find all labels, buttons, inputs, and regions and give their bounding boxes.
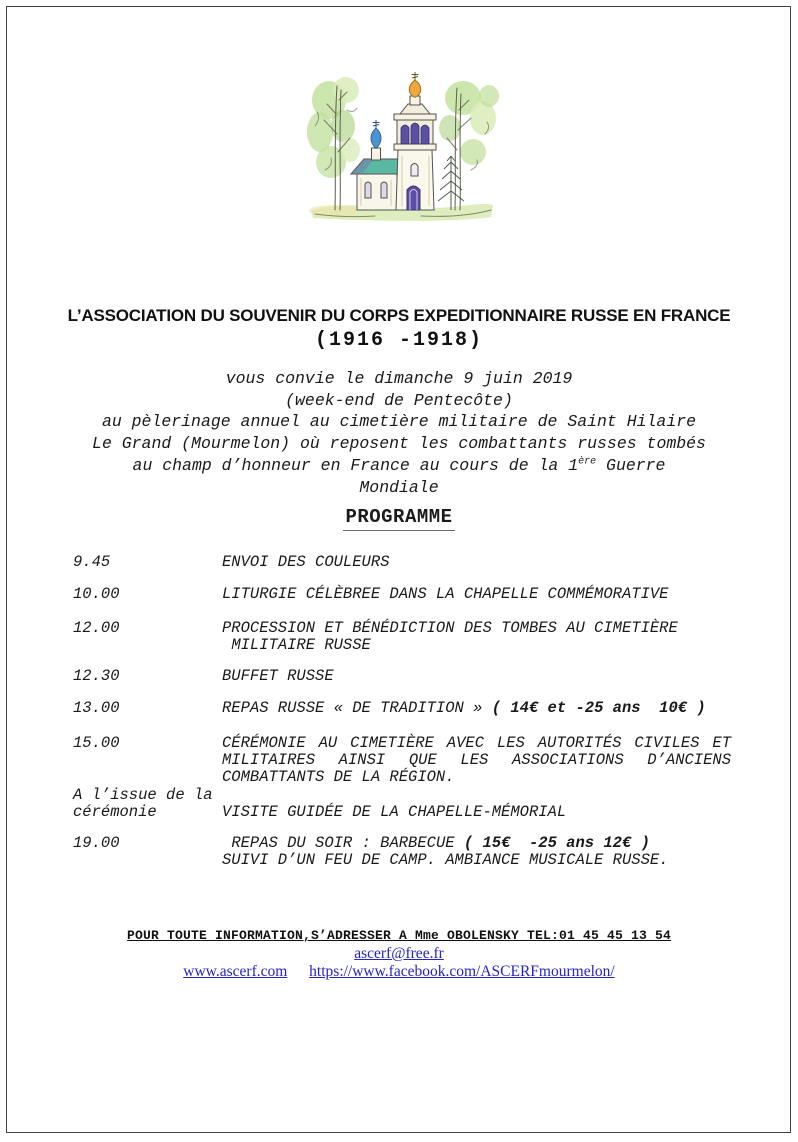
- onion-dome-blue: [371, 120, 381, 160]
- onion-dome-orange: [409, 72, 421, 98]
- church-illustration: [301, 70, 501, 228]
- row-desc-line-1: REPAS DU SOIR : BARBECUE ( 15€ -25 ans 12€ ): [222, 834, 650, 852]
- row-desc-line-2: SUIVI D’UN FEU DE CAMP. AMBIANCE MUSICALE RUSSE.: [222, 851, 669, 869]
- program-row-1230: [73, 668, 731, 685]
- row-time: 9.45: [73, 553, 111, 571]
- belfry-arches: [401, 123, 429, 144]
- price-detail: ( 15€ -25 ans 12€ ): [463, 834, 650, 852]
- intro-line-5: au champ d’honneur en France au cours de la 1ère Guerre: [132, 455, 666, 475]
- intro-line-4: Le Grand (Mourmelon) où reposent les combattants russes tombés: [92, 434, 706, 454]
- superscript-ere: ère: [578, 456, 597, 468]
- program-row-issue-ceremonie: [73, 787, 731, 821]
- email-row: [0, 945, 798, 962]
- program-row-1500: [73, 735, 731, 786]
- footer-contact: [0, 928, 798, 980]
- row-desc: ENVOI DES COULEURS: [222, 553, 390, 571]
- right-tree: [439, 81, 499, 210]
- row-time: 15.00: [73, 734, 120, 752]
- intro-line-1: vous convie le dimanche 9 juin 2019: [225, 369, 573, 388]
- row-desc: LITURGIE CÉLÈBREE DANS LA CHAPELLE COMMÉMORATIVE: [222, 585, 669, 603]
- title-years: (1916 -1918): [314, 329, 484, 352]
- row-desc-line-3: COMBATTANTS DE LA RÉGION.: [222, 768, 455, 786]
- row-time: 10.00: [73, 585, 120, 603]
- program-row-1000: [73, 586, 731, 603]
- row-time: 19.00: [73, 834, 120, 852]
- row-desc: REPAS RUSSE « DE TRADITION » ( 14€ et -25 ans 10€ ): [222, 699, 706, 717]
- title-association: L’ASSOCIATION DU SOUVENIR DU CORPS EXPEDITIONNAIRE RUSSE EN FRANCE: [67, 306, 731, 325]
- intro-line-3: au pèlerinage annuel au cimetière militaire de Saint Hilaire: [101, 412, 697, 432]
- intro-line-2: (week-end de Pentecôte): [285, 390, 513, 410]
- bell-tower: [394, 72, 436, 210]
- intro-line-6: Mondiale: [359, 477, 439, 497]
- row-desc: BUFFET RUSSE: [222, 667, 334, 685]
- program-row-1900: [73, 835, 731, 869]
- tower-door: [407, 186, 420, 210]
- left-tree: [307, 77, 360, 210]
- row-time: 12.00: [73, 619, 120, 637]
- row-time: 13.00: [73, 699, 120, 717]
- email-link[interactable]: ascerf@free.fr: [354, 945, 444, 962]
- row-desc-line-1: PROCESSION ET BÉNÉDICTION DES TOMBES AU CIMETIÈRE: [222, 619, 678, 637]
- facebook-link[interactable]: https://www.facebook.com/ASCERFmourmelon/: [309, 963, 615, 980]
- program-row-1300: [73, 700, 731, 717]
- program-schedule: [73, 554, 731, 869]
- document-title: [0, 305, 798, 352]
- website-link[interactable]: www.ascerf.com: [183, 963, 288, 980]
- programme-heading: PROGRAMME: [0, 506, 798, 531]
- row-desc: VISITE GUIDÉE DE LA CHAPELLE-MÉMORIAL: [222, 803, 567, 821]
- sites-row: [0, 963, 798, 980]
- row-desc-line-2: MILITAIRE RUSSE: [222, 636, 371, 654]
- row-time: A l’issue de la cérémonie: [73, 786, 213, 821]
- intro-paragraph: [0, 368, 798, 498]
- chapel: [351, 120, 402, 210]
- program-row-1200: [73, 620, 731, 654]
- footer-info-line: POUR TOUTE INFORMATION,S’ADRESSER A Mme OBOLENSKY TEL:01 45 45 13 54: [126, 928, 672, 943]
- row-desc-line-1: CÉRÉMONIE AU CIMETIÈRE AVEC LES AUTORITÉS CIVILES ET: [222, 734, 731, 752]
- row-time: 12.30: [73, 667, 120, 685]
- program-row-0945: [73, 554, 731, 571]
- row-desc-line-2: MILITAIRES AINSI QUE LES ASSOCIATIONS D’ANCIENS: [222, 751, 731, 769]
- price-detail: ( 14€ et -25 ans 10€ ): [491, 699, 706, 717]
